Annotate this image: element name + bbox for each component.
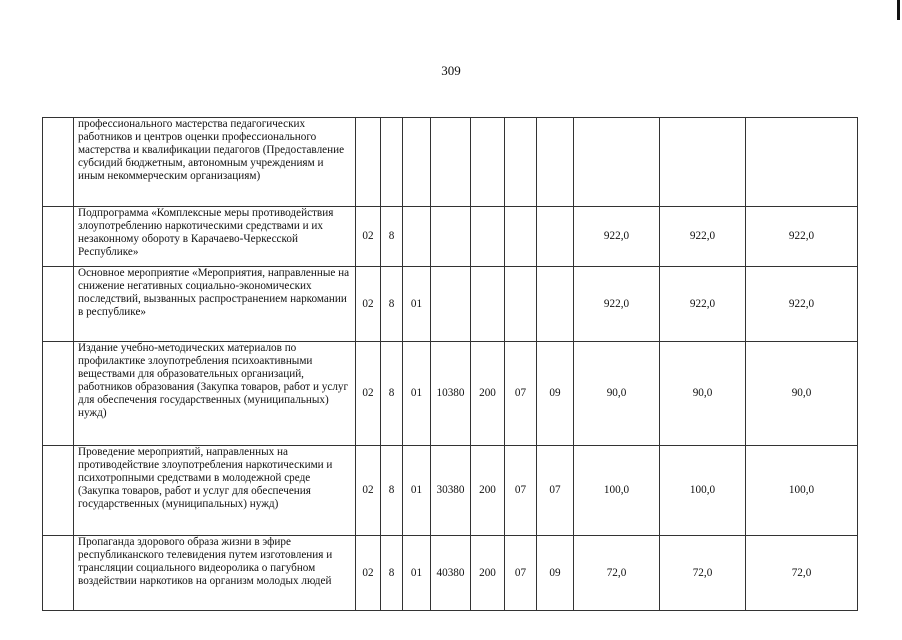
code-cell [505,267,537,342]
amount-cell: 90,0 [660,342,746,446]
code-cell: 01 [403,446,431,536]
code-cell: 10380 [431,342,471,446]
row-name-cell: Подпрограмма «Комплексные меры противодействия злоупотреблению наркотическими средствами и их незаконному обороту в Карачаево-Черкесской Республике» [74,207,356,267]
amount-cell [660,118,746,207]
row-index-cell [43,207,74,267]
code-cell: 01 [403,267,431,342]
code-cell: 09 [537,342,574,446]
row-index-cell [43,267,74,342]
code-cell: 07 [505,446,537,536]
code-cell [505,118,537,207]
code-cell [431,207,471,267]
code-cell: 200 [471,446,505,536]
code-cell [537,207,574,267]
table-row [43,118,858,207]
amount-cell [746,118,858,207]
code-cell: 30380 [431,446,471,536]
code-cell: 8 [381,342,403,446]
code-cell [505,207,537,267]
amount-cell: 72,0 [574,536,660,611]
code-cell [403,118,431,207]
amount-cell: 922,0 [660,267,746,342]
code-cell: 02 [356,207,381,267]
amount-cell: 922,0 [574,267,660,342]
table-row [43,342,858,446]
amount-cell: 72,0 [746,536,858,611]
code-cell: 200 [471,342,505,446]
code-cell: 09 [537,536,574,611]
amount-cell: 90,0 [574,342,660,446]
row-name-cell: Издание учебно-методических материалов по профилактике злоупотребления психоактивными веществами для образовательных организаций, работников образования (Закупка товаров, работ и услуг для обеспечения государственных (муниципальных) нужд) [74,342,356,446]
code-cell: 40380 [431,536,471,611]
amount-cell: 922,0 [574,207,660,267]
code-cell [537,267,574,342]
code-cell: 02 [356,446,381,536]
code-cell: 07 [505,536,537,611]
amount-cell: 72,0 [660,536,746,611]
code-cell: 8 [381,207,403,267]
amount-cell: 100,0 [660,446,746,536]
code-cell: 02 [356,267,381,342]
code-cell: 07 [537,446,574,536]
code-cell: 8 [381,267,403,342]
code-cell: 07 [505,342,537,446]
code-cell: 02 [356,536,381,611]
code-cell: 8 [381,446,403,536]
amount-cell: 922,0 [746,207,858,267]
table-row [43,536,858,611]
budget-table [42,117,858,611]
row-index-cell [43,118,74,207]
code-cell [471,207,505,267]
amount-cell [574,118,660,207]
row-index-cell [43,446,74,536]
code-cell [471,118,505,207]
row-name-cell: Основное мероприятие «Мероприятия, направленные на снижение негативных социально-экономических последствий, вызванных распространением наркомании в республике» [74,267,356,342]
code-cell [356,118,381,207]
amount-cell: 100,0 [746,446,858,536]
code-cell: 8 [381,536,403,611]
code-cell: 01 [403,536,431,611]
code-cell: 200 [471,536,505,611]
code-cell: 02 [356,342,381,446]
code-cell: 01 [403,342,431,446]
code-cell [471,267,505,342]
row-index-cell [43,342,74,446]
code-cell [537,118,574,207]
table-row [43,207,858,267]
row-name-cell: Проведение мероприятий, направленных на противодействие злоупотребления наркотическими и психотропными средствами в молодежной среде (Закупка товаров, работ и услуг для обеспечения государственных (муниципальных) нужд) [74,446,356,536]
scan-edge-mark [897,0,900,20]
code-cell [431,267,471,342]
amount-cell: 922,0 [660,207,746,267]
amount-cell: 922,0 [746,267,858,342]
code-cell [381,118,403,207]
row-name-cell: профессионального мастерства педагогических работников и центров оценки профессионального мастерства и квалификации педагогов (Предоставление субсидий бюджетным, автономным учреждениям и иным некоммерческим организациям) [74,118,356,207]
code-cell [403,207,431,267]
table-row [43,267,858,342]
row-index-cell [43,536,74,611]
row-name-cell: Пропаганда здорового образа жизни в эфире республиканского телевидения путем изготовления и трансляции социального видеоролика о пагубном воздействии наркотиков на организм молодых людей [74,536,356,611]
table-row [43,446,858,536]
amount-cell: 100,0 [574,446,660,536]
page-number: 309 [441,63,461,78]
code-cell [431,118,471,207]
amount-cell: 90,0 [746,342,858,446]
